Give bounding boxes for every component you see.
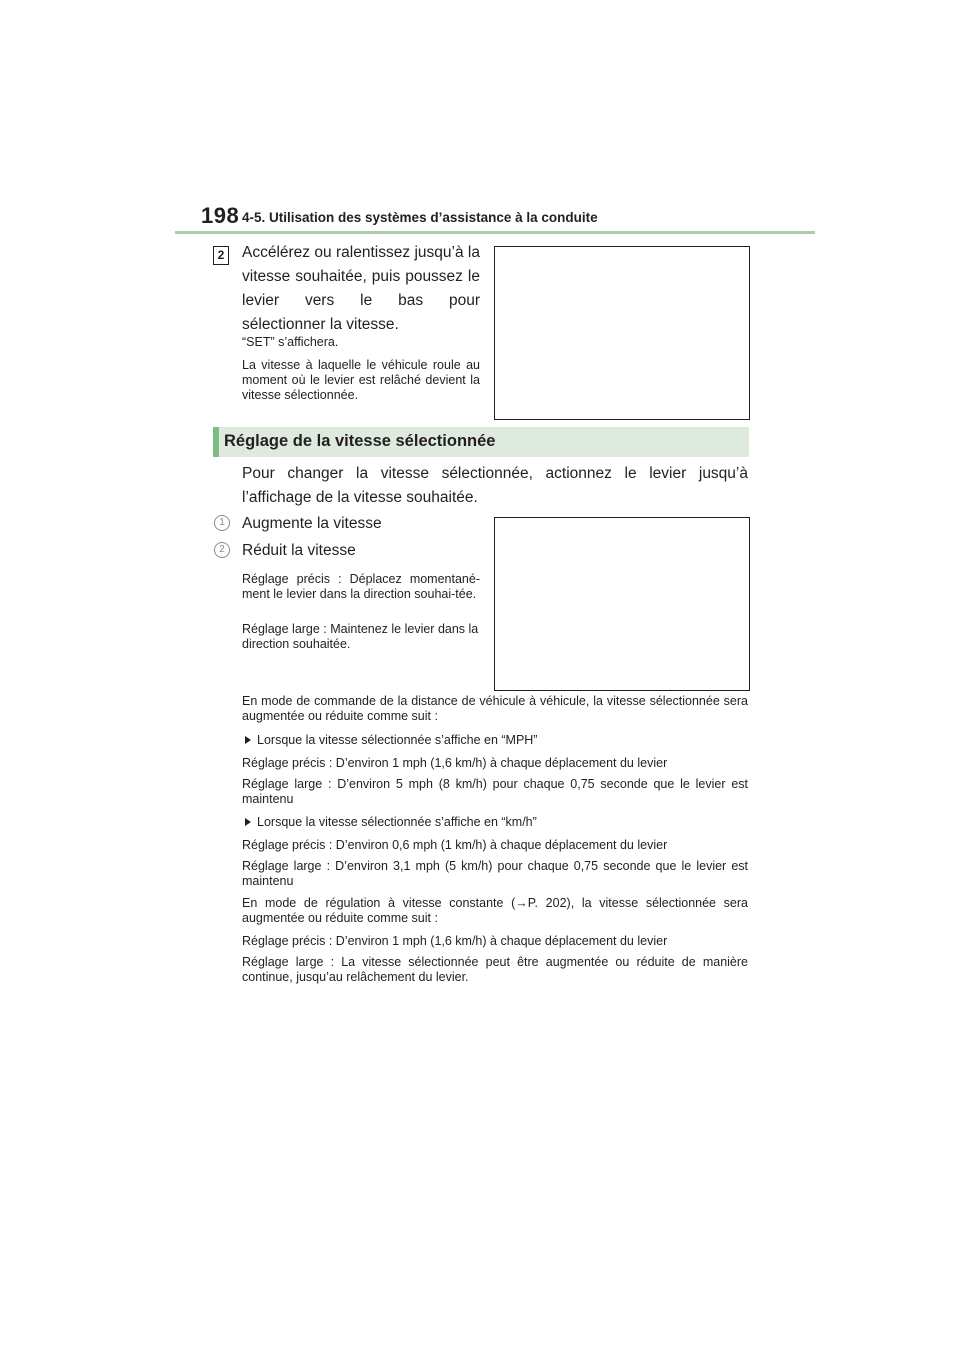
constant-mode-intro: En mode de régulation à vitesse constante (→P. 202), la vitesse sélectionnée sera augmentée ou réduite comme suit : [242,896,748,925]
constant-large-adjust: Réglage large : La vitesse sélectionnée peut être augmentée ou réduite de manière continue, jusqu’au relâchement du levier. [242,955,748,984]
section-heading: Réglage de la vitesse sélectionnée [224,432,496,450]
mph-bullet [245,733,537,748]
arrow-right-icon [245,736,251,744]
item-1-label: Augmente la vitesse [242,515,382,532]
set-display-note: “SET” s’affichera. [242,335,339,349]
item-1-number: 1 [214,515,230,531]
kmh-large-adjust: Réglage large : D’environ 3,1 mph (5 km/h) pour chaque 0,75 seconde que le levier est maintenu [242,859,748,888]
mph-fine-adjust: Réglage précis : D’environ 1 mph (1,6 km/h) à chaque déplacement du levier [242,756,668,770]
adjust-intro: Pour changer la vitesse sélectionnée, actionnez le levier jusqu’à l’affichage de la vitesse souhaitée. [242,465,748,506]
constant-fine-adjust: Réglage précis : D’environ 1 mph (1,6 km/h) à chaque déplacement du levier [242,934,668,948]
page-number: 198 [201,203,240,228]
kmh-fine-adjust: Réglage précis : D’environ 0,6 mph (1 km/h) à chaque déplacement du levier [242,838,668,852]
item-2-number: 2 [214,542,230,558]
large-adjust-note: Réglage large : Maintenez le levier dans la direction souhaitée. [242,622,479,651]
arrow-right-icon [245,818,251,826]
item-2-label: Réduit la vitesse [242,542,356,559]
section-title: 4-5. Utilisation des systèmes d’assistance à la conduite [242,210,598,225]
selected-speed-note: La vitesse à laquelle le véhicule roule au moment où le levier est relâché devient la vitesse sélectionnée. [242,358,480,402]
lever-illustration-adjust [494,517,750,691]
mph-bullet-text: Lorsque la vitesse sélectionnée s’affiche en “MPH” [257,733,538,747]
mph-large-adjust: Réglage large : D’environ 5 mph (8 km/h) pour chaque 0,75 seconde que le levier est maintenu [242,777,748,806]
kmh-bullet-text: Lorsque la vitesse sélectionnée s’affiche en “km/h” [257,815,537,829]
step-2-instruction: Accélérez ou ralentissez jusqu’à la vitesse souhaitée, puis poussez le levier vers le bas pour sélectionner la vitesse. [242,244,480,333]
lever-illustration-set [494,246,750,420]
fine-adjust-note: Réglage précis : Déplacez momentané-ment le levier dans la direction souhai-tée. [242,572,480,601]
distance-mode-intro: En mode de commande de la distance de véhicule à véhicule, la vitesse sélectionnée sera augmentée ou réduite comme suit : [242,694,748,723]
step-2-badge: 2 [213,246,229,265]
kmh-bullet [245,815,537,830]
header-divider [175,231,815,234]
